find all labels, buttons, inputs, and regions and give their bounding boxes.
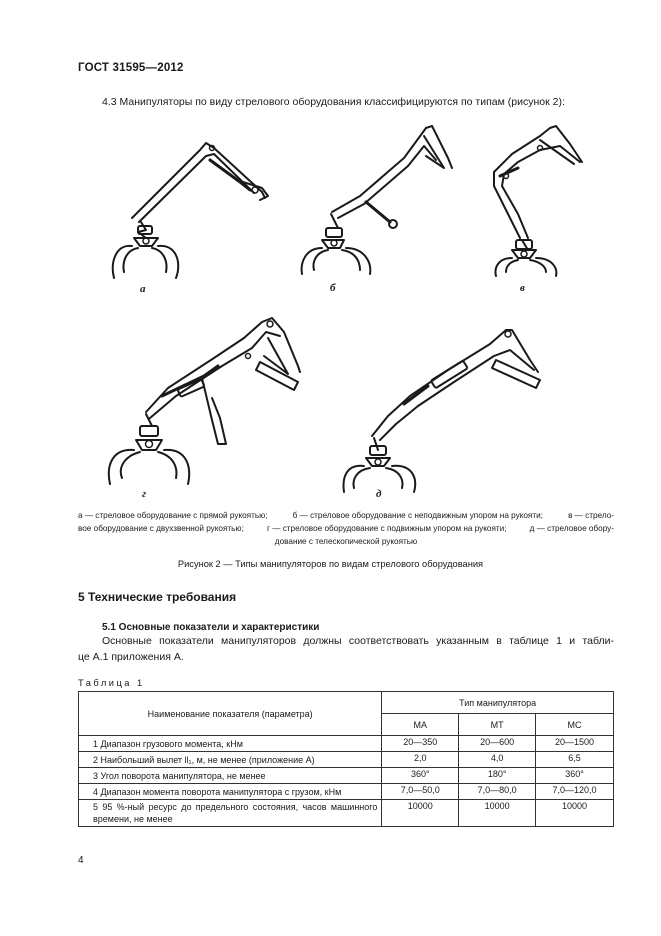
legend-item: б — стреловое оборудование с неподвижным упором на рукояти;: [292, 511, 543, 520]
table-row: [79, 736, 614, 752]
manipulator-a-drawing: [113, 143, 268, 278]
row-value: 20—600: [459, 736, 536, 752]
page-number: 4: [78, 855, 84, 866]
table-1: [78, 691, 614, 827]
table-row: [79, 752, 614, 768]
row-value: 2,0: [382, 752, 459, 768]
row-value: 20—350: [382, 736, 459, 752]
row-name: 4 Диапазон момента поворота манипулятора с грузом, кНм: [79, 784, 382, 800]
row-value: 10000: [536, 800, 614, 827]
document-header: ГОСТ 31595—2012: [78, 62, 184, 74]
legend-line-1: [78, 509, 614, 522]
section-5-1-title: 5.1 Основные показатели и характеристики: [102, 622, 320, 633]
legend-item: г — стреловое оборудование с подвижным упором на рукояти;: [266, 524, 507, 533]
legend-line-3: [78, 535, 614, 548]
row-value: 10000: [382, 800, 459, 827]
manipulator-e-drawing: [344, 330, 540, 492]
legend-item: д — стреловое обору-: [529, 524, 614, 533]
header-type-mc: МС: [536, 714, 614, 736]
row-value: 10000: [459, 800, 536, 827]
table-header-row: [79, 692, 614, 714]
row-value: 360°: [536, 768, 614, 784]
row-name: 1 Диапазон грузового момента, кНм: [79, 736, 382, 752]
figure-caption: Рисунок 2 — Типы манипуляторов по видам стрелового оборудования: [177, 559, 484, 569]
row-value: 20—1500: [536, 736, 614, 752]
legend-line-2: [78, 522, 614, 535]
table-row: [79, 768, 614, 784]
row-value: 7,0—80,0: [459, 784, 536, 800]
row-value: 180°: [459, 768, 536, 784]
row-value: 7,0—120,0: [536, 784, 614, 800]
header-type-mt: МТ: [459, 714, 536, 736]
figure-label-c: в: [520, 282, 525, 294]
figure-label-e: д: [376, 488, 382, 500]
legend-item: в — стрело-: [568, 511, 614, 520]
legend-item: вое оборудование с двухзвенной рукоятью;: [78, 524, 244, 533]
row-name: 5 95 %-ный ресурс до предельного состояния, часов машинного времени, не менее: [79, 800, 382, 827]
figure-label-d: г: [142, 488, 147, 500]
row-value: 360°: [382, 768, 459, 784]
manipulator-b-drawing: [302, 126, 452, 274]
manipulator-c-drawing: [494, 126, 582, 276]
row-name: 3 Угол поворота манипулятора, не менее: [79, 768, 382, 784]
legend-item: дование с телескопической рукоятью: [274, 537, 418, 546]
figure-label-a: а: [140, 283, 146, 295]
header-type-ma: МА: [382, 714, 459, 736]
legend-item: а — стреловое оборудование с прямой рукоятью;: [78, 511, 268, 520]
section-5-title: 5 Технические требования: [78, 590, 237, 604]
header-parameter-name: Наименование показателя (параметра): [79, 692, 382, 736]
figure-label-b: б: [330, 282, 336, 294]
table-row: [79, 784, 614, 800]
section-5-1-paragraph: [78, 634, 614, 665]
paragraph-line: це А.1 приложения А.: [78, 650, 184, 663]
header-manipulator-type: Тип манипулятора: [382, 692, 614, 714]
paragraph-line: Основные показатели манипуляторов должны соответствовать указанным в таблице 1 и табли-: [102, 635, 614, 647]
row-value: 4,0: [459, 752, 536, 768]
table-caption: Таблица 1: [78, 678, 145, 688]
table-row: [79, 800, 614, 827]
row-name: 2 Наибольший вылет ll₁, м, не менее (приложение А): [79, 752, 382, 768]
row-value: 7,0—50,0: [382, 784, 459, 800]
row-value: 6,5: [536, 752, 614, 768]
figure-legend: [78, 509, 614, 548]
clause-4-3: 4.3 Манипуляторы по виду стрелового оборудования классифицируются по типам (рисунок 2):: [102, 96, 565, 108]
manipulator-d-drawing: [109, 318, 300, 484]
